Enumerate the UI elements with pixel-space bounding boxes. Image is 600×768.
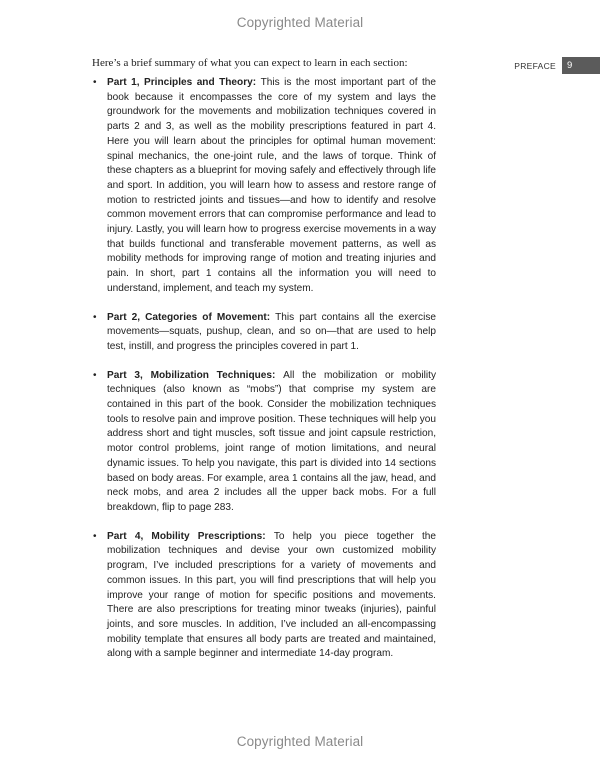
section-text: This part contains all the exercise movements—squats, pushup, clean, and so on—that are used to help test, instill, and progress the principles covered in part 1. [107,311,436,352]
bullet-icon: • [93,530,97,542]
section-text: To help you piece together the mobilization techniques and devise your own customized mobility program, I’ve included prescriptions for a variety of movements and common issues. In this part, you will find prescriptions that will help you improve your range of motion for specific positions and movements. There are also prescriptions for treating minor tweaks (injuries), painful joints, and sore muscles. In addition, I’ve included an all-encompassing mobility template that ensures all body parts are treated and maintained, along with a sample beginner and intermediate 14-day program. [107,530,436,660]
list-item-part-4 [92,530,436,662]
section-title: Part 4, Mobility Prescriptions: [107,530,274,542]
bullet-icon: • [93,77,97,88]
running-head-label: PREFACE [514,60,556,71]
page-body [92,56,436,676]
section-title: Part 1, Principles and Theory: [107,77,261,88]
section-title: Part 3, Mobilization Techniques: [107,369,284,381]
section-text: This is the most important part of the book because it encompasses the core of my system and lays the groundwork for the movements and mobilization techniques covered in parts 2 and 3, as well as the mobility prescriptions featured in part 4. Here you will learn about the principles for optimal human movement: spinal mechanics, the one-joint rule, and the laws of torque. Think of these chapters as a blueprint for moving safely and effectively through life and sport. In addition, you will learn how to assess and restore range of motion to restricted joints and tissues—and how to identify and resolve common movement errors that can compromise performance and lead to injury. Lastly, you will learn how to progress exercise movements in a way that builds functional and transferable movement patterns, as well as mobility methods for improving range of motion and treating injuries and pain. In short, part 1 contains all the information you will need to understand, implement, and teach my system. [107,77,437,294]
list-item-part-1 [92,76,436,297]
page-number: 9 [562,57,600,74]
section-text: All the mobilization or mobility techniques (also known as “mobs”) that comprise my system are contained in this part of the book. Consider the mobilization techniques tools to resolve pain and improve position. These techniques will help you address short and tight muscles, soft tissue and joint capsule restriction, motor control problems, joint range of motion limitations, and neural dynamic issues. To help you navigate, this part is divided into 14 sections based on body areas. For example, area 1 contains all the jaw, head, and neck mobs, and area 2 includes all the upper back mobs. For a full breakdown, flip to page 283. [107,369,436,513]
bullet-icon: • [93,369,97,381]
watermark-bottom: Copyrighted Material [236,734,364,749]
running-head [514,57,600,74]
intro-paragraph: Here’s a brief summary of what you can expect to learn in each section: [92,57,408,69]
section-list [92,76,436,662]
watermark-top: Copyrighted Material [236,15,364,30]
bullet-icon: • [93,311,97,323]
list-item-part-2 [92,311,436,355]
list-item-part-3 [92,369,436,516]
section-title: Part 2, Categories of Movement: [107,311,276,323]
